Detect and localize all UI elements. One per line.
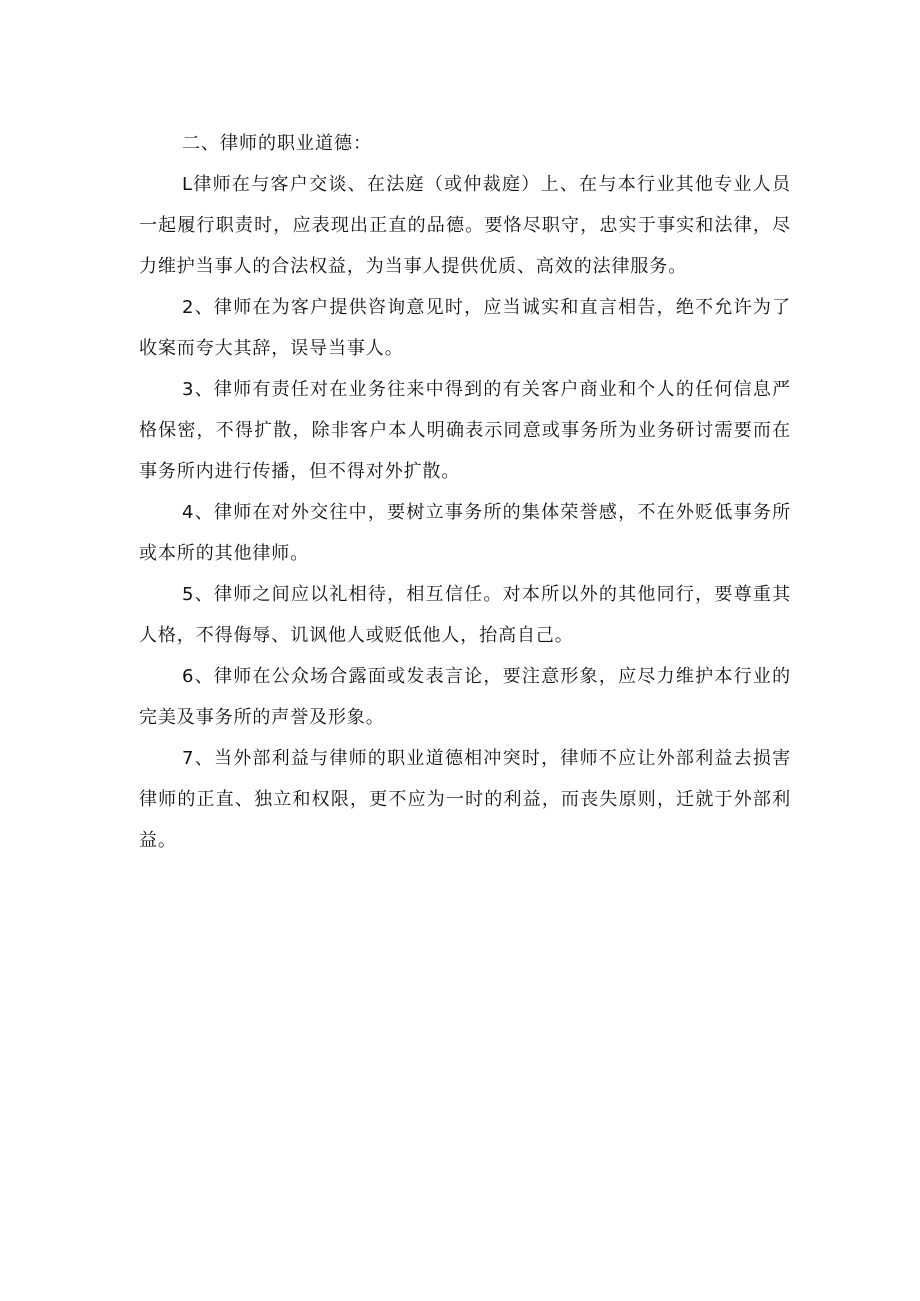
paragraph-6: 6、律师在公众场合露面或发表言论，要注意形象，应尽力维护本行业的完美及事务所的声誉及形象。 [139,666,791,728]
paragraph-3: 3、律师有责任对在业务往来中得到的有关客户商业和个人的任何信息严格保密，不得扩散，除非客户本人明确表示同意或事务所为业务研讨需要而在事务所内进行传播，但不得对外扩散。 [139,379,791,482]
section-heading: 二、律师的职业道德： [182,133,372,154]
paragraph-7: 7、当外部利益与律师的职业道德相冲突时，律师不应让外部利益去损害律师的正直、独立和权限，更不应为一时的利益，而丧失原则，迁就于外部利益。 [139,748,791,851]
paragraph-1: L律师在与客户交谈、在法庭（或仲裁庭）上、在与本行业其他专业人员一起履行职责时，应表现出正直的品德。要恪尽职守，忠实于事实和法律，尽力维护当事人的合法权益，为当事人提供优质、高效的法律服务。 [139,174,791,277]
document-body [139,124,791,861]
paragraph-2: 2、律师在为客户提供咨询意见时，应当诚实和直言相告，绝不允许为了收案而夸大其辞，误导当事人。 [139,297,791,359]
paragraph-5: 5、律师之间应以礼相待，相互信任。对本所以外的其他同行，要尊重其人格，不得侮辱、讥讽他人或贬低他人，抬高自己。 [139,584,791,646]
paragraph-4: 4、律师在对外交往中，要树立事务所的集体荣誉感，不在外贬低事务所或本所的其他律师。 [139,502,791,564]
